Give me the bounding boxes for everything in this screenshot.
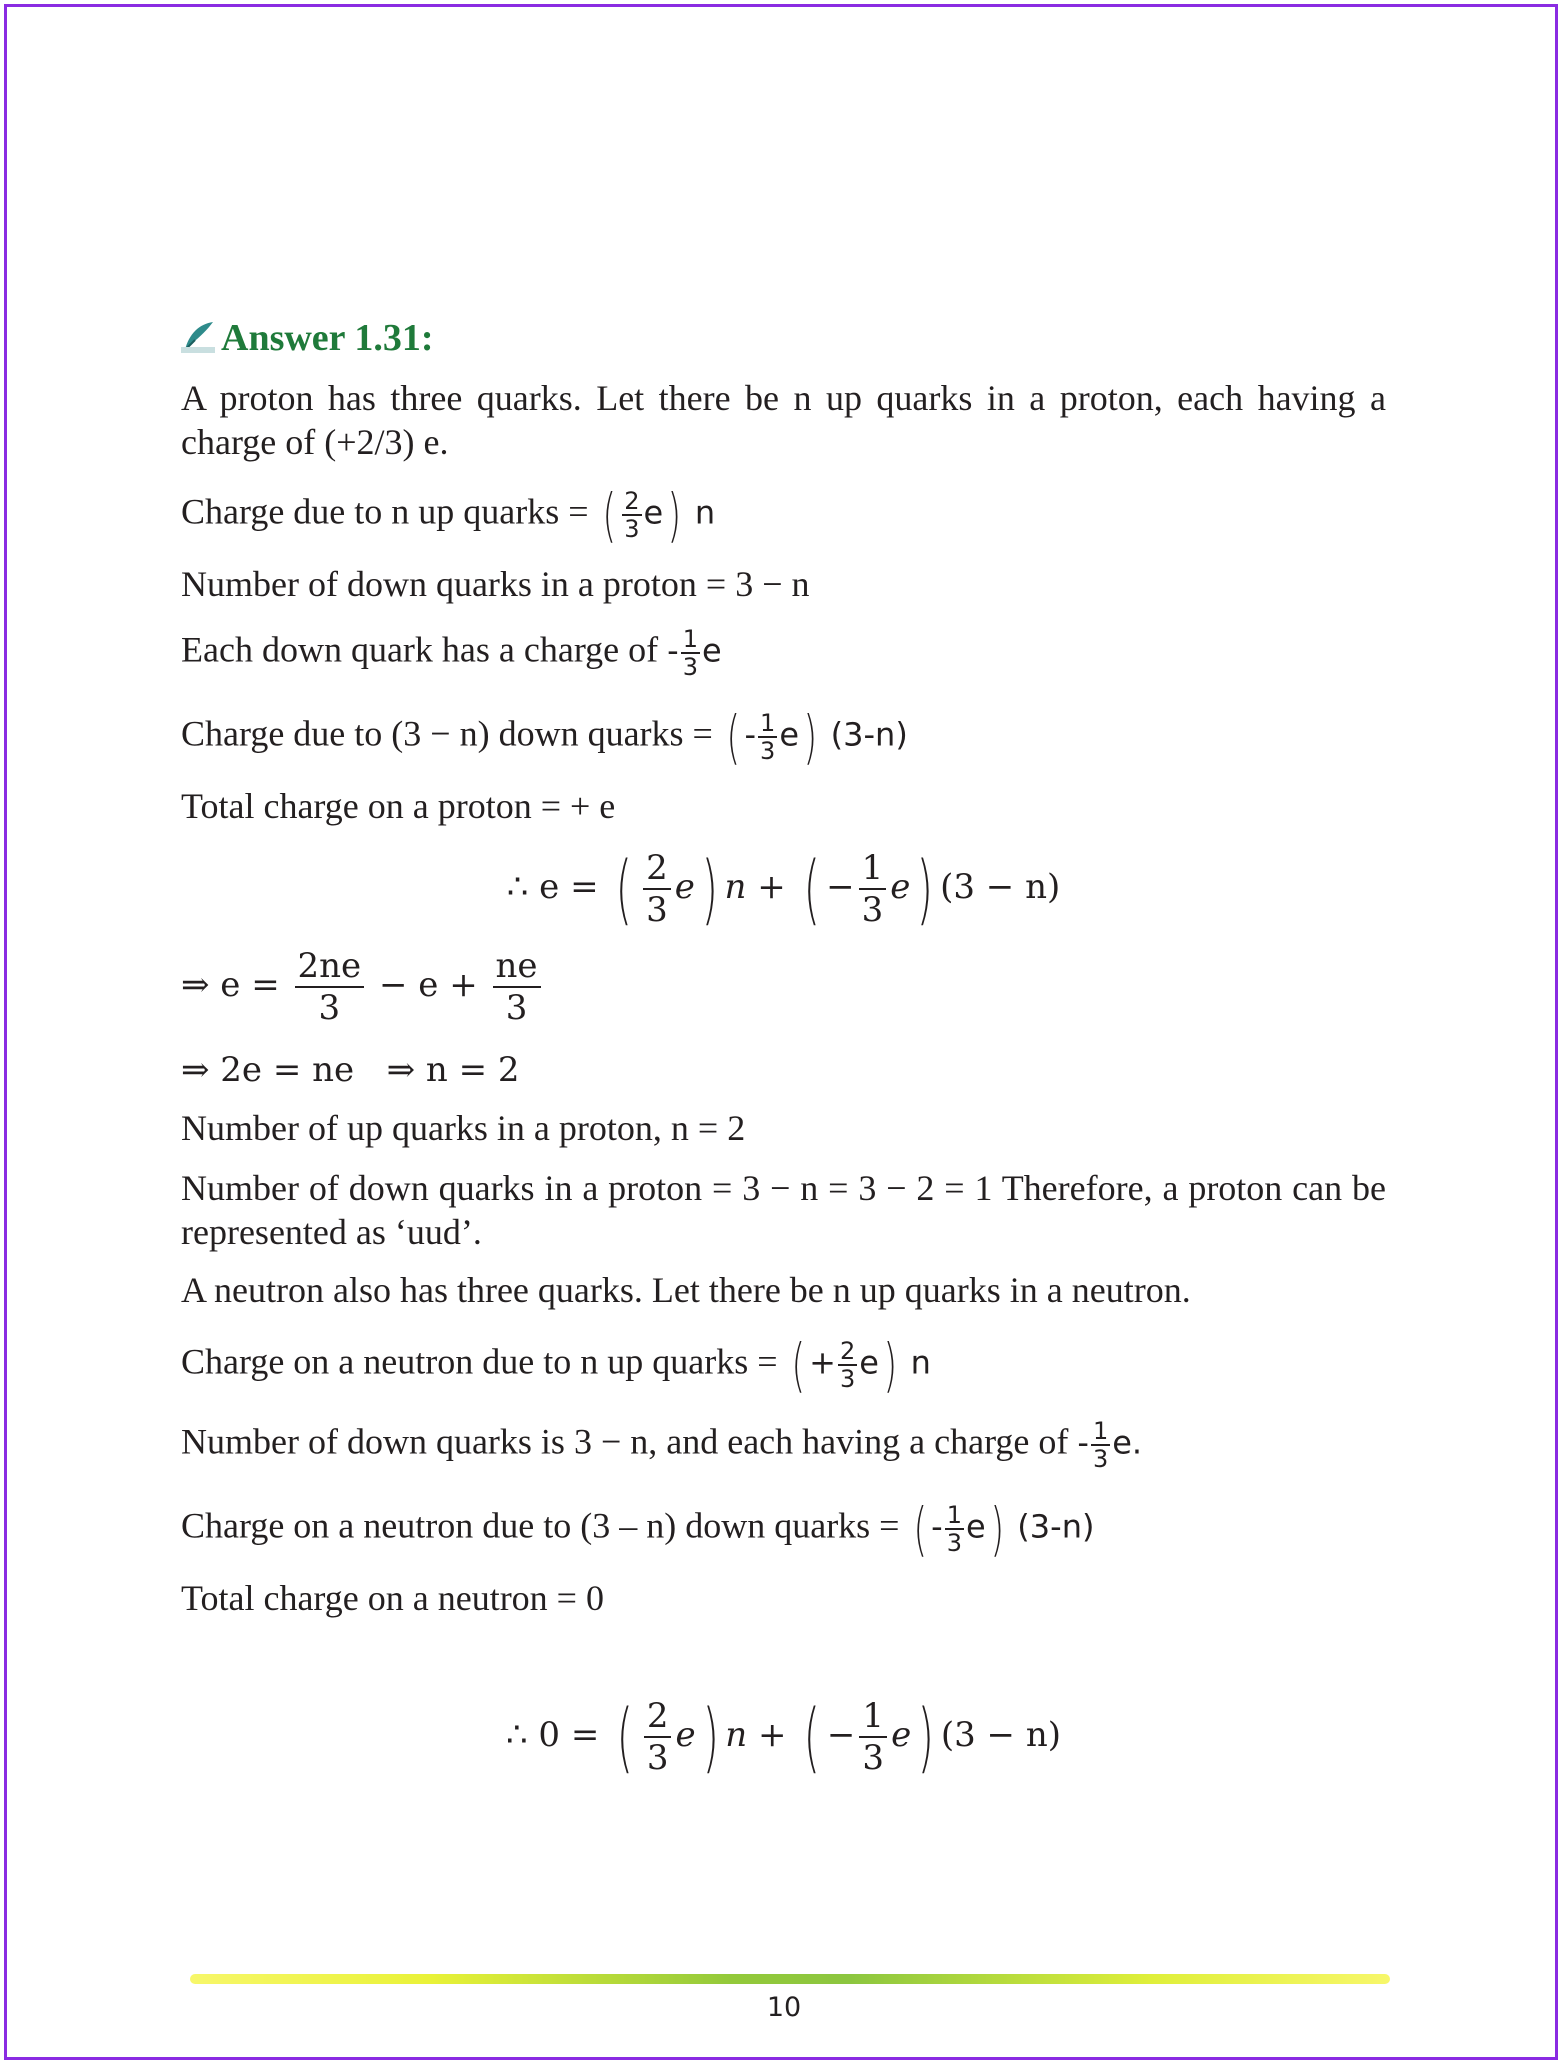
fraction: $\frac{2}{3}$	[624, 487, 640, 543]
heading-text: Answer 1.31:	[221, 317, 434, 359]
feather-logo-icon	[181, 320, 215, 354]
neutron-down-line: Charge on a neutron due to (3 – n) down quarks = ( - $\frac{1}{3}$ e) (3-n)	[181, 1495, 1095, 1563]
up-charge-line: Charge due to n up quarks = ( $\frac{2}{3}$ e) n	[181, 481, 716, 549]
intro-paragraph: A proton has three quarks. Let there be n up quarks in a proton, each having a charge of (+2/3) e.	[181, 378, 1386, 462]
answer-heading	[181, 316, 434, 360]
up-count-proton-line: Number of up quarks in a proton, n = 2	[181, 1108, 746, 1148]
total-neutron-line: Total charge on a neutron = 0	[181, 1578, 604, 1618]
equation-simplify: ⇒ e = $\frac{2ne}{3}$ − e + $\frac{ne}{3}$	[181, 946, 545, 1028]
neutron-down-each-line: Number of down quarks is 3 − n, and each having a charge of - $\frac{1}{3}$ e.	[181, 1417, 1143, 1473]
total-proton-line: Total charge on a proton = + e	[181, 786, 616, 826]
neutron-up-line: Charge on a neutron due to n up quarks = ( + $\frac{2}{3}$ e) n	[181, 1331, 931, 1399]
fraction: $\frac{1}{3}$	[760, 709, 776, 765]
up-charge-label: Charge due to n up quarks =	[181, 491, 598, 532]
down-each-line: Each down quark has a charge of - $\frac{1}{3}$ e	[181, 625, 722, 681]
down-charge-line: Charge due to (3 − n) down quarks = ( - $\frac{1}{3}$ e) (3-n)	[181, 703, 908, 771]
equation-neutron-charge: ∴ 0 = ( $\frac{2}{3}$ e) n + ( − $\frac{1}{3}$ e) (3 − n)	[505, 1692, 1062, 1781]
equation-result: ⇒ 2e = ne ⇒ n = 2	[181, 1050, 520, 1090]
equation-proton-charge: ∴ e = ( $\frac{2}{3}$ e) n + ( − $\frac{1}{3}$ e) (3 − n)	[506, 844, 1061, 933]
down-count-proton-paragraph: Number of down quarks in a proton = 3 − n = 3 − 2 = 1 Therefore, a proton can be represented as ‘uud’.	[181, 1168, 1386, 1252]
down-count-line: Number of down quarks in a proton = 3 − n	[181, 564, 810, 604]
neutron-intro-line: A neutron also has three quarks. Let there be n up quarks in a neutron.	[181, 1270, 1191, 1310]
fraction: $\frac{1}{3}$	[682, 625, 698, 681]
page-number: 10	[766, 1992, 802, 2023]
footer-divider	[190, 1974, 1390, 1984]
